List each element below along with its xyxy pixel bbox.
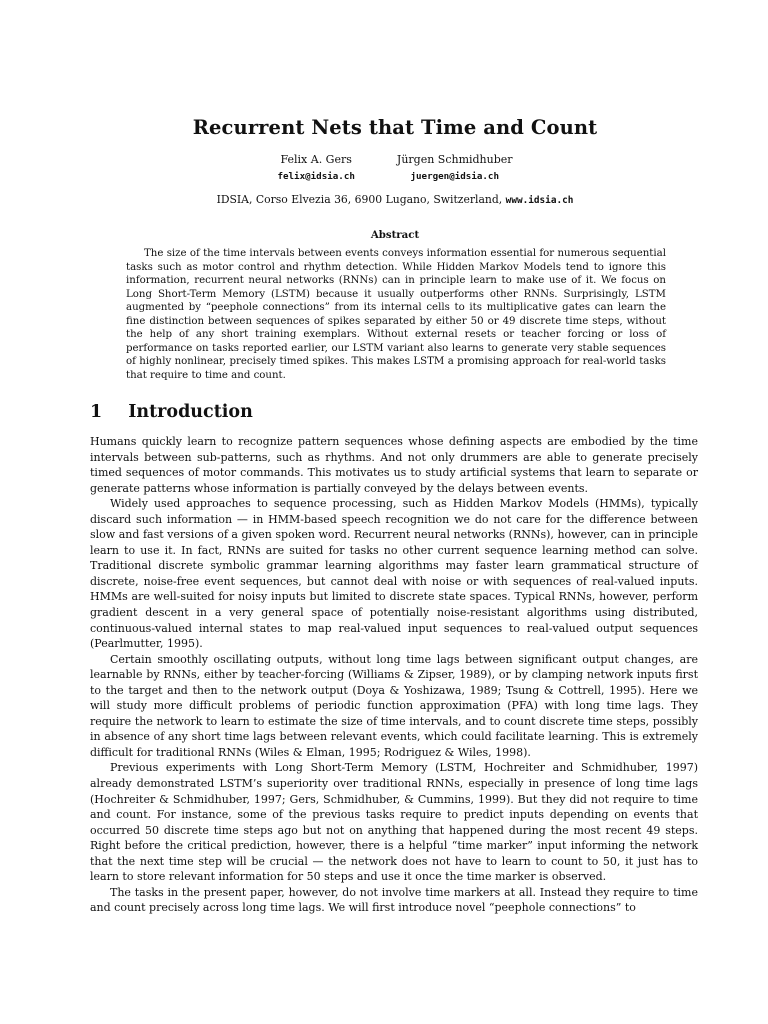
section-title: Introduction	[128, 402, 253, 422]
body-paragraph: Certain smoothly oscillating outputs, without long time lags between significant output changes, are learnable by RNNs, either by teacher-forcing (Williams & Zipser, 1989), or by clamping network inputs first to the target and then to the network output (Doya & Yoshizawa, 1989; Tsung & Cottrell, 1995). Here we will study more difficult problems of periodic function approximation (PFA) with long time lags. They require the network to learn to estimate the size of time intervals, and to count discrete time steps, possibly in absence of any short time lags between relevant events, which could facilitate learning. This is extremely difficult for traditional RNNs (Wiles & Elman, 1995; Rodriguez & Wiles, 1998).	[90, 652, 698, 759]
abstract-heading: Abstract	[370, 229, 420, 241]
affiliation-url: www.idsia.ch	[505, 195, 574, 206]
body-paragraph: Widely used approaches to sequence processing, such as Hidden Markov Models (HMMs), typically discard such information — in HMM-based speech recognition we do not care for the difference between slow and fast versions of a given spoken word. Recurrent neural networks (RNNs), however, can in principle learn to use it. In fact, RNNs are suited for tasks no other current sequence learning method can solve. Traditional discrete symbolic grammar learning algorithms may faster learn grammatical structure of discrete, noise-free event sequences, but cannot deal with noise or with sequences of real-valued inputs. HMMs are well-suited for noisy inputs but limited to discrete state spaces. Typical RNNs, however, perform gradient descent in a very general space of potentially noise-resistant algorithms using distributed, continuous-valued internal states to map real-valued input sequences to real-valued output sequences (Pearlmutter, 1995).	[90, 497, 698, 651]
paper-title: Recurrent Nets that Time and Count	[192, 116, 598, 139]
author-name: Felix A. Gers	[280, 153, 352, 166]
body-paragraph: Previous experiments with Long Short-Term Memory (LSTM, Hochreiter and Schmidhuber, 1997) already demonstrated LSTM’s superiority over traditional RNNs, especially in presence of long time lags (Hochreiter & Schmidhuber, 1997; Gers, Schmidhuber, & Cummins, 1999). But they did not require to time and count. For instance, some of the previous tasks require to predict inputs depending on events that occurred 50 discrete time steps ago but not on anything that happened during the most recent 49 steps. Right before the critical prediction, however, there is a helpful “time marker” input informing the network that the next time step will be crucial — the network does not have to learn to count to 50, it just has to learn to store relevant information for 50 steps and use it once the time marker is observed.	[90, 761, 698, 884]
author-block	[277, 153, 354, 182]
section-number: 1	[90, 402, 103, 422]
abstract-text: The size of the time intervals between events conveys information essential for numerous sequential tasks such as motor control and rhythm detection. While Hidden Markov Models tend to ignore this information, recurrent neural networks (RNNs) can in principle learn to make use of it. We focus on Long Short-Term Memory (LSTM) because it usually outperforms other RNNs. Surprisingly, LSTM augmented by “peephole connections” from its internal cells to its multiplicative gates can learn the fine distinction between sequences of spikes separated by either 50 or 49 discrete time steps, without the help of any short training exemplars. Without external resets or teacher forcing or loss of performance on tasks reported earlier, our LSTM variant also learns to generate very stable sequences of highly nonlinear, precisely timed spikes. This makes LSTM a promising approach for real-world tasks that require to time and count.	[126, 248, 666, 381]
section-heading	[90, 402, 253, 422]
author-list	[80, 153, 710, 182]
body-paragraph: Humans quickly learn to recognize pattern sequences whose defining aspects are embodied by the time intervals between sub-patterns, such as rhythms. And not only drummers are able to generate precisely timed sequences of motor commands. This motivates us to study artificial systems that learn to separate or generate patterns whose information is partially conveyed by the delays between events.	[90, 435, 698, 495]
author-email: felix@idsia.ch	[277, 171, 355, 182]
author-email: juergen@idsia.ch	[410, 171, 499, 182]
affiliation-text: IDSIA, Corso Elvezia 36, 6900 Lugano, Switzerland,	[216, 193, 506, 206]
affiliation	[80, 193, 710, 206]
author-name: Jürgen Schmidhuber	[396, 153, 513, 166]
author-block	[397, 153, 513, 182]
body-paragraph: The tasks in the present paper, however, do not involve time markers at all. Instead they require to time and count precisely across long time lags. We will first introduce novel “peephole connections” to	[90, 885, 698, 915]
section-body	[90, 434, 698, 916]
